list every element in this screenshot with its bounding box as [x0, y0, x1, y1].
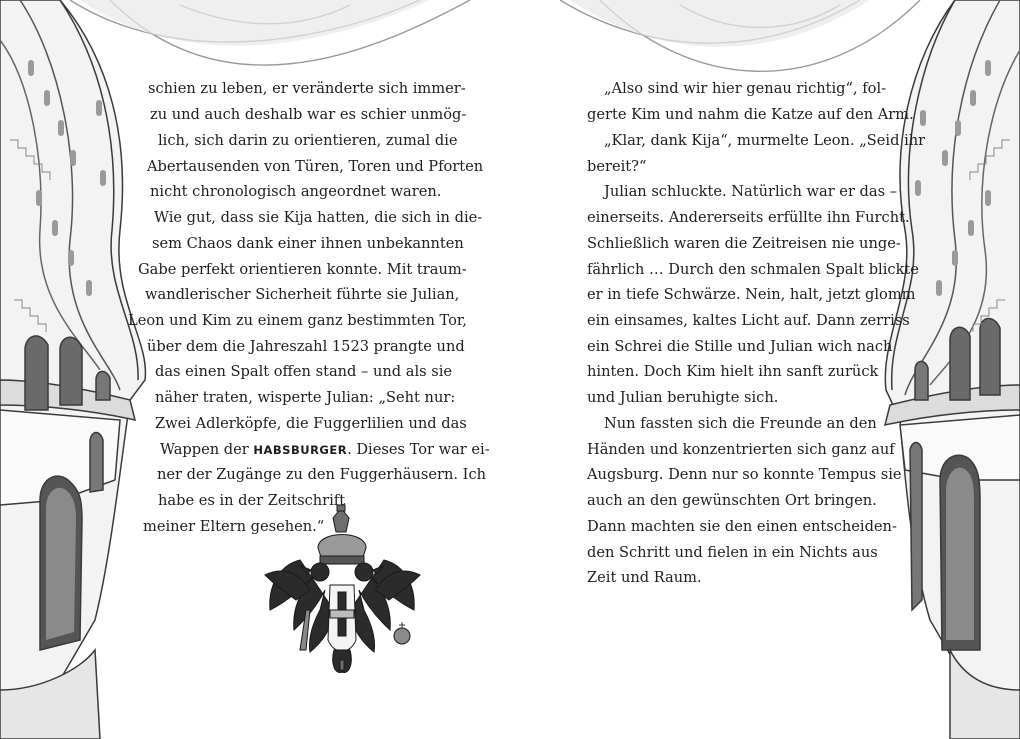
- left-line-1: [148, 79, 466, 99]
- left-line-13: näher traten, wisperte Julian: „Seht nur:: [155, 389, 456, 406]
- right-line-9: er in tiefe Schwärze. Nein, halt, jetzt glomm: [587, 286, 916, 303]
- left-line-14: Zwei Adlerköpfe, die Fuggerlilien und das: [155, 415, 467, 432]
- left-line-16: ner der Zugänge zu den Fuggerhäusern. Ich: [157, 466, 487, 483]
- line-text: Wappen der: [160, 441, 249, 458]
- right-line-11: ein Schrei die Stille und Julian wich nach: [587, 338, 893, 355]
- line-text: schien zu leben, er veränderte sich immer-: [148, 80, 466, 97]
- left-line-17: habe es in der Zeitschrift: [158, 492, 346, 509]
- right-line-20: Zeit und Raum.: [587, 569, 702, 586]
- right-line-2: gerte Kim und nahm die Katze auf den Arm.: [587, 106, 914, 123]
- right-line-12: hinten. Doch Kim hielt ihn sanft zurück: [587, 363, 879, 380]
- left-line-9: wandlerischer Sicherheit führte sie Julian,: [145, 286, 460, 303]
- left-line-3: lich, sich darin zu orientieren, zumal die: [158, 132, 458, 149]
- right-line-19: den Schritt und fielen in ein Nichts aus: [587, 544, 878, 561]
- right-line-14: Nun fassten sich die Freunde an den: [604, 415, 877, 432]
- left-line-15: [160, 440, 490, 460]
- right-line-5: Julian schluckte. Natürlich war er das –: [604, 183, 898, 200]
- right-line-18: Dann machten sie den einen entscheiden-: [587, 518, 897, 535]
- left-line-11: über dem die Jahreszahl 1523 prangte und: [147, 338, 465, 355]
- right-line-7: Schließlich waren die Zeitreisen nie unge-: [587, 235, 901, 252]
- right-line-16: Augsburg. Denn nur so konnte Tempus sie: [587, 466, 902, 483]
- left-line-6: Wie gut, dass sie Kija hatten, die sich in die-: [154, 209, 483, 226]
- left-line-2: [150, 105, 467, 125]
- left-line-4: Abertausenden von Türen, Toren und Pforten: [147, 158, 484, 175]
- line-text: zu und auch deshalb war es schier unmög-: [150, 106, 467, 123]
- left-line-10: Leon und Kim zu einem ganz bestimmten Tor,: [128, 312, 467, 329]
- right-line-6: einerseits. Andererseits erfüllte ihn Furcht.: [587, 209, 910, 226]
- left-tower-sketch: [0, 0, 145, 739]
- habsburger-word: HABSBURGER: [253, 443, 348, 457]
- left-line-12: das einen Spalt offen stand – und als sie: [155, 363, 453, 380]
- left-line-5: nicht chronologisch angeordnet waren.: [150, 183, 442, 200]
- right-line-15: Händen und konzentrierten sich ganz auf: [587, 441, 895, 458]
- line-text: . Dieses Tor war ei-: [347, 441, 490, 458]
- right-line-3: „Klar, dank Kija“, murmelte Leon. „Seid ihr: [604, 132, 926, 149]
- left-line-18: meiner Eltern gesehen.“: [143, 518, 325, 535]
- left-line-8: Gabe perfekt orientieren konnte. Mit traum-: [138, 261, 467, 278]
- right-line-8: fährlich … Durch den schmalen Spalt blickte: [587, 261, 919, 278]
- left-line-7: sem Chaos dank einer ihnen unbekannten: [152, 235, 464, 252]
- right-line-4: bereit?“: [587, 158, 647, 175]
- right-line-17: auch an den gewünschten Ort bringen.: [587, 492, 877, 509]
- right-line-1: „Also sind wir hier genau richtig“, fol-: [604, 80, 887, 97]
- right-line-10: ein einsames, kaltes Licht auf. Dann zerriss: [587, 312, 910, 329]
- right-line-13: und Julian beruhigte sich.: [587, 389, 779, 406]
